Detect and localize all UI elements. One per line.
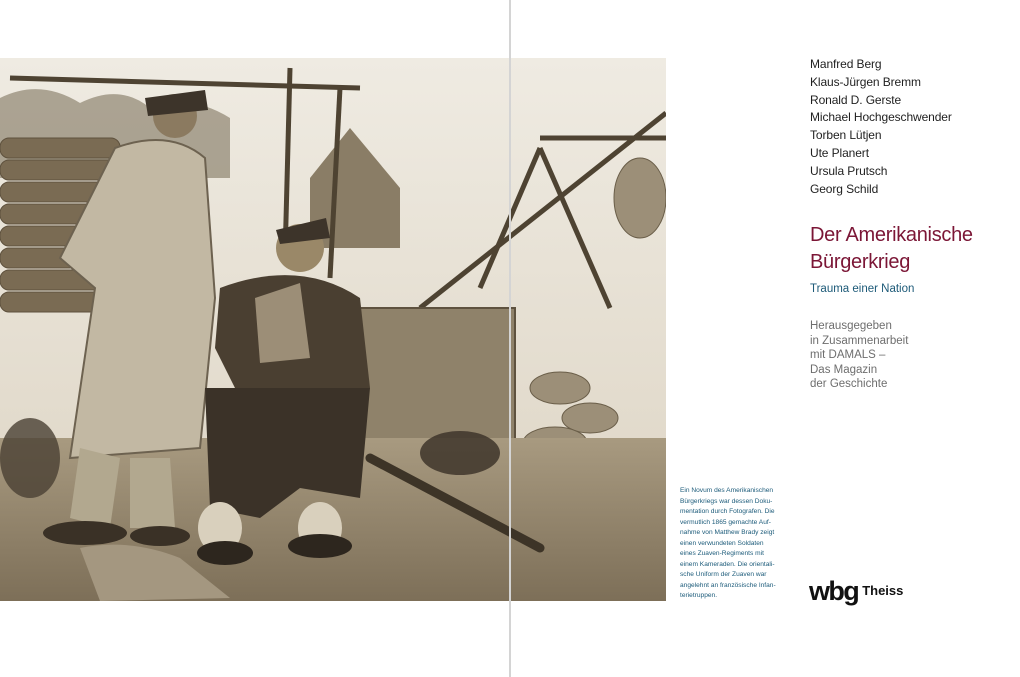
historical-photograph <box>0 58 666 601</box>
author-name: Manfred Berg <box>810 57 882 71</box>
caption-line: nahme von Matthew Brady zeigt <box>680 529 775 536</box>
caption-line: einem Kameraden. Die orientali- <box>680 560 775 568</box>
editor-note-line: in Zusammenarbeit <box>810 334 909 347</box>
author-name: Ronald D. Gerste <box>810 92 902 107</box>
book-title-line: Der Amerikanische <box>810 224 973 246</box>
author-name: Torben Lütjen <box>810 128 882 143</box>
editor-note <box>810 319 970 392</box>
editor-note-line: der Geschichte <box>810 378 888 390</box>
editor-note-line: Herausgegeben <box>810 320 892 332</box>
sepia-photo-illustration <box>0 58 666 601</box>
book-title-line: Bürgerkrieg <box>810 251 911 273</box>
author-name: Klaus-Jürgen Bremm <box>810 74 921 89</box>
publisher-logo-mark: wbg <box>809 576 859 606</box>
author-list <box>810 56 952 198</box>
publisher-logo <box>809 576 903 612</box>
editor-note-line: Das Magazin <box>810 363 878 376</box>
page-gutter <box>509 0 511 677</box>
author-name: Ute Planert <box>810 145 869 160</box>
book-title <box>810 222 1015 276</box>
caption-line: sche Uniform der Zuaven war <box>680 571 767 578</box>
caption-line: Bürgerkriegs war dessen Doku- <box>680 497 773 505</box>
caption-line: mentation durch Fotografen. Die <box>680 508 775 515</box>
author-name: Ursula Prutsch <box>810 163 888 178</box>
author-name: Georg Schild <box>810 181 879 196</box>
caption-line: vermutlich 1865 gemachte Auf- <box>680 518 771 526</box>
author-name: Michael Hochgeschwender <box>810 110 952 125</box>
caption-line: eines Zuaven-Regiments mit <box>680 550 764 557</box>
caption-line: Ein Novum des Amerikanischen <box>680 487 774 494</box>
publisher-name: Theiss <box>862 583 904 598</box>
photo-caption <box>680 486 792 602</box>
caption-line: einen verwundeten Soldaten <box>680 539 764 547</box>
caption-line: angelehnt an französische Infan- <box>680 581 776 589</box>
editor-note-line: mit DAMALS – <box>810 349 886 361</box>
book-subtitle: Trauma einer Nation <box>810 283 915 295</box>
caption-line: terietruppen. <box>680 592 718 599</box>
